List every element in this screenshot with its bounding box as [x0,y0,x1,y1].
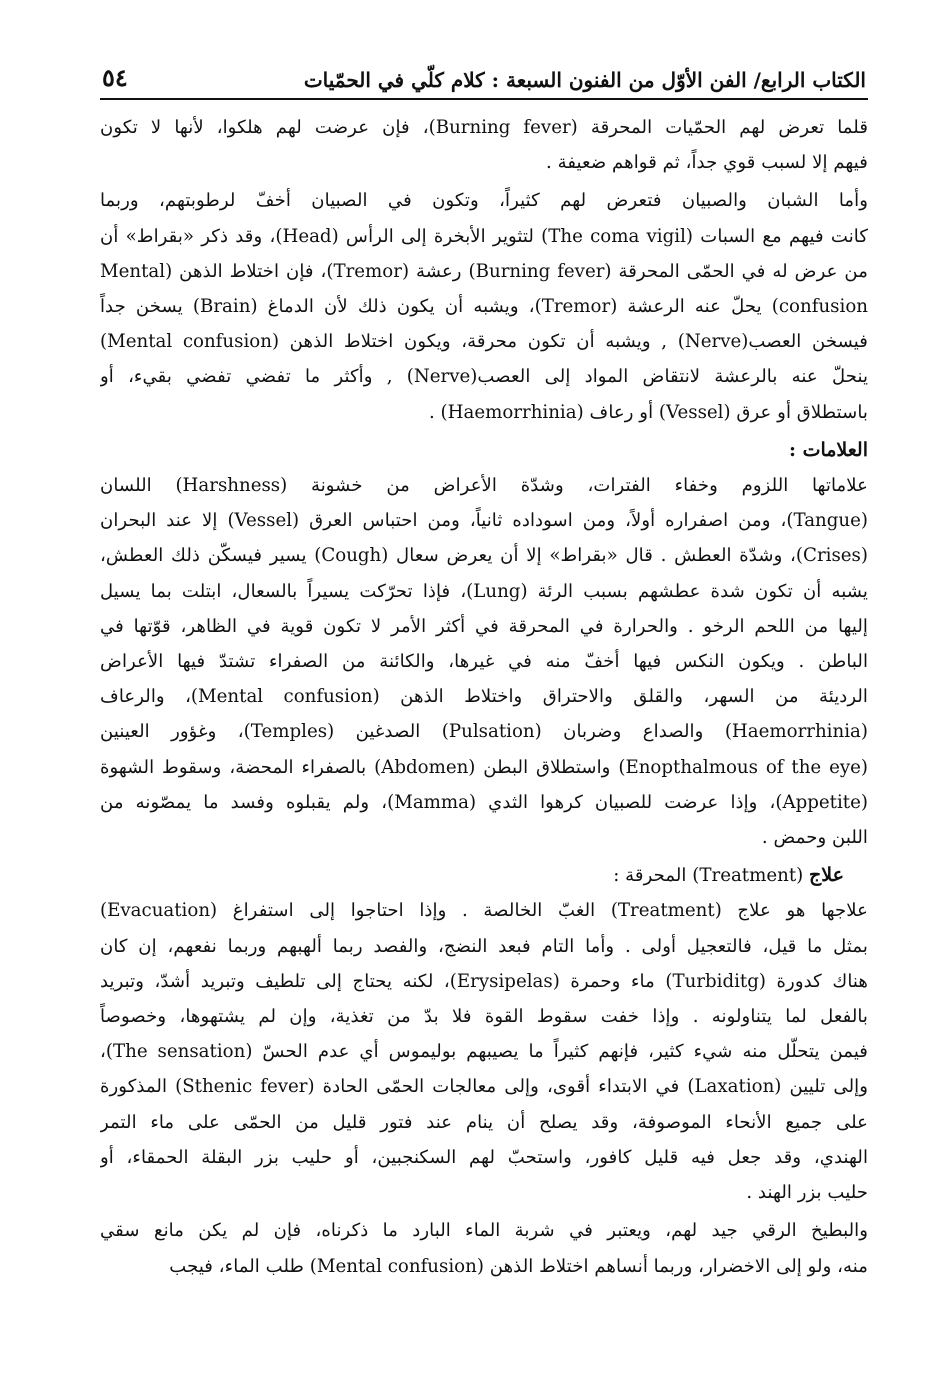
text-line: الباطن . ويكون النكس فيها أخفّ منه في غيرها، والكائنة من الصفراء تشتدّ فيها الأعراض [100,651,868,673]
paragraph-young-patients [100,183,868,429]
text-line: هناك كدورة (Turbiditg) ماء وحمرة (Erysipelas)، لكنه يحتاج إلى تلطيف وتبريد أشدّ، وتبريد [100,970,868,992]
text-line: وإلى تليين (Laxation) في الابتداء أقوى، وإلى معالجات الحمّى الحادة (Sthenic fever) المذكورة [100,1076,868,1098]
text-line: على جميع الأنحاء الموصوفة، وقد يصلح أن ينام عند فتور قليل من الحمّى على ماء التمر [100,1111,868,1133]
watermelon-paragraph [100,1213,868,1283]
text-line: فيمن يتحلّل منه شيء كثير، فإنهم كثيراً ما يصيبهم بوليموس أي عدم الحسّ (The sensation)، [100,1041,868,1063]
signs-paragraph [100,468,868,855]
text-line: قلما تعرض لهم الحمّيات المحرقة (Burning fever)، فإن عرضت لهم هلكوا، لأنها لا تكون [100,117,868,138]
text-line: confusion) يحلّ عنه الرعشة (Tremor)، ويشبه أن يكون ذلك لأن الدماغ (Brain) يسخن جداً [100,296,868,318]
text-line: بمثل ما قيل، فالتعجيل أولى . وأما التام فبعد النضج، والفصد ربما ألهبهم وربما نفعهم، إن كان [100,935,868,957]
text-line: والبطيخ الرقي جيد لهم، ويعتبر في شربة الماء البارد ما ذكرناه، فإن لم يكن مانع سقي [100,1220,868,1242]
text-line: (Tangue)، ومن اصفراره أولاً، ومن اسوداده ثانياً، ومن احتباس العرق (Vessel) إلا عند البحران [100,510,868,532]
text-line: الهندي، وقد جعل فيه قليل كافور، واستحبّ لهم السكنجبين، أو حليب بزر البقلة الحمقاء، أو [100,1146,868,1168]
text-line: يشبه أن تكون شدة عطشهم بسبب الرئة (Lung)، فإذا تحرّكت يسيراً بالسعال، ابتلت بما يسيل [100,580,868,602]
text-line: منه، ولو إلى الاخضرار، وربما أنساهم اختلاط الذهن (Mental confusion) طلب الماء، فيجب [169,1255,868,1277]
text-line: كانت فيهم مع السبات (The coma vigil) لتثوير الأبخرة إلى الرأس (Head)، وقد ذكر «بقراط» أن [100,225,868,247]
treatment-paragraph [100,893,868,1210]
text-line: من عرض له في الحمّى المحرقة (Burning fever) رعشة (Tremor)، فإن اختلاط الذهن (Mental [100,260,868,282]
running-header [100,52,868,100]
text-line: اللبن وحمض . [761,827,868,849]
treatment-heading-rest: (Treatment) المحرقة : [613,865,810,887]
treatment-heading [100,858,868,893]
text-line: (Enopthalmous of the eye) واستطلاق البطن (Abdomen) بالصفراء المحضة، وسقوط الشهوة [100,756,868,778]
text-line: علاماتها اللزوم وخفاء الفترات، وشدّة الأعراض من خشونة (Harshness) اللسان [100,475,868,497]
text-line: الرديئة من السهر، والقلق والاحتراق واختلاط الذهن (Mental confusion)، والرعاف [100,686,868,708]
text-line: إليها من اللحم الرخو . والحرارة في المحرقة في أكثر الأمر لا تكون قوية في الظاهر، قوّتها في [100,615,868,637]
text-line: فيهم إلا لسبب قوي جداً، ثم قواهم ضعيفة . [546,152,868,174]
text-line: باستطلاق أو عرق (Vessel) أو رعاف (Haemorrhinia) . [428,401,868,423]
text-line: (Haemorrhinia) والصداع وضربان (Pulsation) الصدغين (Temples)، وغؤور العينين [100,721,868,743]
treatment-heading-keyword: علاج [809,864,844,887]
signs-heading: العلامات : [788,438,868,461]
paragraph-intro [100,110,868,180]
text-line: علاجها هو علاج (Treatment) الغبّ الخالصة . وإذا احتاجوا إلى استفراغ (Evacuation) [100,900,868,922]
text-line: ينحلّ عنه بالرعشة لانتقاض المواد إلى العصب(Nerve) , وأكثر ما تفضي تفضي بقيء، أو [100,366,868,388]
text-line: حليب بزر الهند . [746,1182,868,1204]
text-line: وأما الشبان والصبيان فتعرض لهم كثيراً، وتكون في الصبيان أخفّ لرطوبتهم، وربما [100,190,868,212]
page-number: ٥٤ [102,63,128,92]
text-line: فيسخن العصب(Nerve) , ويشبه أن تكون محرقة، ويكون اختلاط الذهن (Mental confusion) [100,331,868,353]
running-title: الكتاب الرابع/ الفن الأوّل من الفنون السبعة : كلام كلّي في الحمّيات [303,68,866,92]
text-line: (Appetite)، وإذا عرضت للصبيان كرهوا الثدي (Mamma)، ولم يقبلوه وفسد ما يمصّونه من [100,791,868,813]
text-line: (Crises)، وشدّة العطش . قال «بقراط» إلا أن يعرض سعال (Cough) يسير فيسكّن ذلك العطش، [100,545,868,567]
text-line: بالفعل لما يتناولونه . وإذا خفت سقوط القوة فلا بدّ من تغذية، وإن لم يشتهوها، وخصوصاً [100,1006,868,1028]
page-body [100,100,868,1284]
